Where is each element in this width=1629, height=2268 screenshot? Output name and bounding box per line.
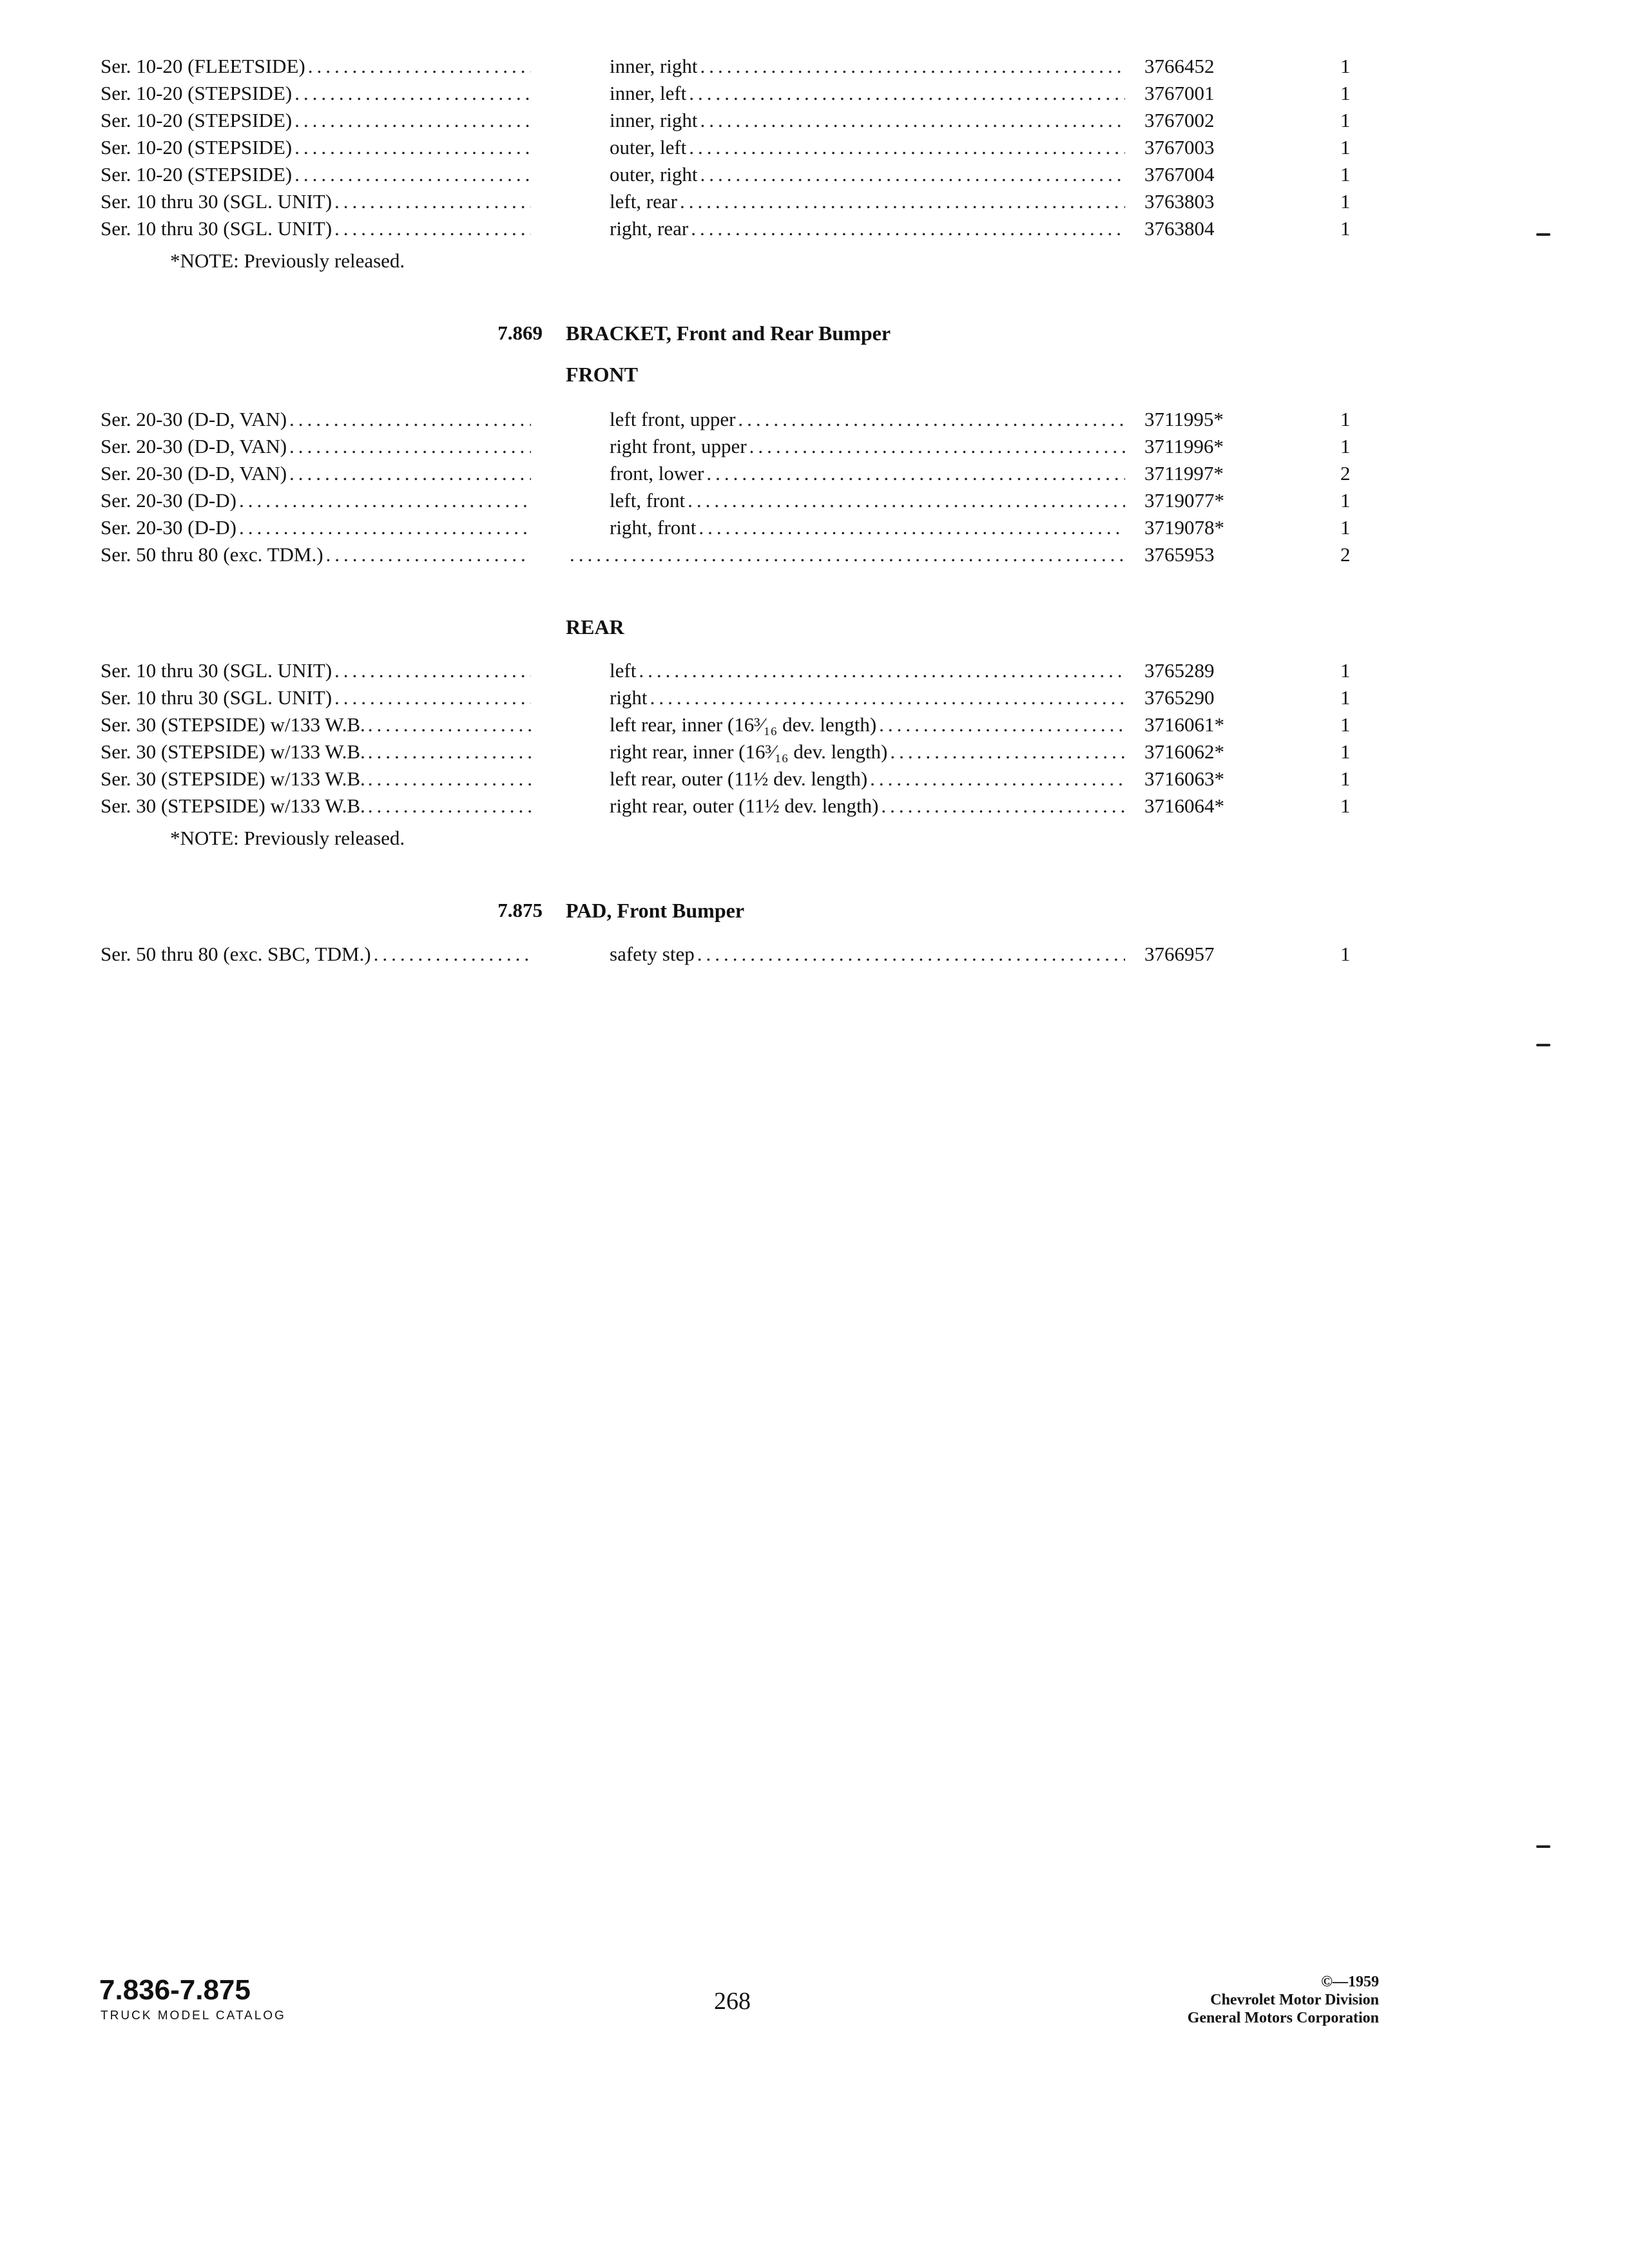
dot-leader: [294, 134, 531, 161]
description-text: right: [610, 686, 648, 709]
parts-row: [0, 134, 1629, 161]
dot-leader: [699, 514, 1125, 541]
quantity: 1: [1340, 190, 1351, 213]
dot-leader: [700, 161, 1125, 188]
description-text: left rear, inner (16³⁄₁₆ dev. length): [610, 713, 877, 736]
corporation: General Motors Corporation: [1187, 2010, 1379, 2026]
quantity: 1: [1340, 713, 1351, 736]
application-text: Ser. 10-20 (STEPSIDE): [101, 163, 293, 186]
part-number: 3763803: [1144, 190, 1215, 213]
quantity: 1: [1340, 163, 1351, 186]
quantity: 1: [1340, 82, 1351, 104]
parts-row: [0, 406, 1629, 433]
part-number: 3767002: [1144, 109, 1215, 131]
part-number: 3767001: [1144, 82, 1215, 104]
description-text: front, lower: [610, 462, 704, 485]
division: Chevrolet Motor Division: [1210, 1992, 1379, 2008]
application-text: Ser. 10-20 (STEPSIDE): [101, 136, 293, 159]
parts-row: [0, 161, 1629, 188]
application-text: Ser. 10 thru 30 (SGL. UNIT): [101, 217, 333, 240]
dot-leader: [639, 657, 1125, 684]
parts-row: [0, 53, 1629, 80]
dot-leader: [368, 793, 531, 820]
application-text: Ser. 30 (STEPSIDE) w/133 W.B.: [101, 767, 365, 790]
application-text: Ser. 30 (STEPSIDE) w/133 W.B.: [101, 713, 365, 736]
parts-row: [0, 460, 1629, 487]
application-text: Ser. 20-30 (D-D): [101, 516, 236, 539]
dot-leader: [239, 487, 531, 514]
dot-leader: [289, 406, 531, 433]
parts-row: [0, 684, 1629, 711]
part-number: 3765290: [1144, 686, 1215, 709]
description-text: left, front: [610, 489, 686, 512]
parts-row: [0, 738, 1629, 765]
part-number: 3711995*: [1144, 408, 1224, 430]
page-range: 7.836-7.875: [99, 1974, 251, 2006]
dot-leader: [700, 107, 1125, 134]
part-number: 3765953: [1144, 543, 1215, 566]
dot-leader: [691, 215, 1125, 242]
dot-leader: [881, 793, 1125, 820]
dot-leader: [289, 433, 531, 460]
application-text: Ser. 50 thru 80 (exc. SBC, TDM.): [101, 943, 371, 965]
quantity: 1: [1340, 408, 1351, 430]
part-number: 3763804: [1144, 217, 1215, 240]
part-number: 3716061*: [1144, 713, 1224, 736]
subsection-heading-front: FRONT: [566, 363, 638, 386]
dot-leader: [294, 107, 531, 134]
dot-leader: [334, 684, 531, 711]
quantity: 1: [1340, 109, 1351, 131]
quantity: 1: [1340, 794, 1351, 817]
dot-leader: [570, 541, 1125, 568]
application-text: Ser. 20-30 (D-D): [101, 489, 236, 512]
description-text: left: [610, 659, 637, 682]
part-number: 3767004: [1144, 163, 1215, 186]
dot-leader: [334, 657, 531, 684]
description-text: right, rear: [610, 217, 689, 240]
application-text: Ser. 10 thru 30 (SGL. UNIT): [101, 190, 333, 213]
margin-mark: [1536, 233, 1550, 236]
dot-leader: [689, 134, 1125, 161]
dot-leader: [749, 433, 1125, 460]
section-title: BRACKET, Front and Rear Bumper: [566, 322, 891, 345]
dot-leader: [890, 738, 1125, 765]
quantity: 1: [1340, 740, 1351, 763]
quantity: 1: [1340, 435, 1351, 457]
application-text: Ser. 30 (STEPSIDE) w/133 W.B.: [101, 740, 365, 763]
dot-leader: [368, 738, 531, 765]
part-number: 3716064*: [1144, 794, 1224, 817]
quantity: 1: [1340, 516, 1351, 539]
description-text: left, rear: [610, 190, 677, 213]
parts-row: [0, 941, 1629, 968]
description-text: inner, right: [610, 109, 698, 131]
part-number: 3711996*: [1144, 435, 1224, 457]
description-text: inner, right: [610, 55, 698, 77]
parts-row: [0, 657, 1629, 684]
dot-leader: [680, 188, 1125, 215]
description-text: inner, left: [610, 82, 687, 104]
part-number: 3719078*: [1144, 516, 1224, 539]
description-text: left front, upper: [610, 408, 736, 430]
quantity: 1: [1340, 659, 1351, 682]
note-previously-released: *NOTE: Previously released.: [170, 249, 405, 272]
description-text: left rear, outer (11½ dev. length): [610, 767, 868, 790]
dot-leader: [650, 684, 1125, 711]
application-text: Ser. 10-20 (STEPSIDE): [101, 82, 293, 104]
quantity: 1: [1340, 686, 1351, 709]
publisher-block: [1070, 1973, 1379, 2027]
quantity: 2: [1340, 462, 1351, 485]
parts-row: [0, 215, 1629, 242]
quantity: 1: [1340, 55, 1351, 77]
parts-row: [0, 80, 1629, 107]
note-previously-released: *NOTE: Previously released.: [170, 827, 405, 849]
quantity: 1: [1340, 943, 1351, 965]
application-text: Ser. 20-30 (D-D, VAN): [101, 462, 287, 485]
dot-leader: [294, 80, 531, 107]
parts-row: [0, 514, 1629, 541]
dot-leader: [738, 406, 1125, 433]
dot-leader: [706, 460, 1125, 487]
margin-mark: [1536, 1044, 1550, 1046]
dot-leader: [334, 215, 531, 242]
dot-leader: [368, 711, 531, 738]
subsection-heading-rear: REAR: [566, 615, 624, 639]
dot-leader: [326, 541, 531, 568]
section-number: 7.869: [497, 322, 543, 344]
description-text: right, front: [610, 516, 697, 539]
catalog-name: TRUCK MODEL CATALOG: [101, 2009, 286, 2023]
margin-mark: [1536, 1845, 1550, 1848]
application-text: Ser. 10 thru 30 (SGL. UNIT): [101, 659, 333, 682]
quantity: 1: [1340, 217, 1351, 240]
application-text: Ser. 30 (STEPSIDE) w/133 W.B.: [101, 794, 365, 817]
section-title: PAD, Front Bumper: [566, 899, 745, 922]
dot-leader: [697, 941, 1125, 968]
description-text: outer, right: [610, 163, 698, 186]
part-number: 3716063*: [1144, 767, 1224, 790]
dot-leader: [294, 161, 531, 188]
parts-row: [0, 188, 1629, 215]
application-text: Ser. 20-30 (D-D, VAN): [101, 408, 287, 430]
page-number: 268: [714, 1988, 751, 2015]
quantity: 1: [1340, 489, 1351, 512]
part-number: 3766957: [1144, 943, 1215, 965]
description-text: right rear, inner (16³⁄₁₆ dev. length): [610, 740, 888, 763]
copyright: ©—1959: [1321, 1974, 1379, 1990]
quantity: 1: [1340, 767, 1351, 790]
parts-row: [0, 711, 1629, 738]
dot-leader: [368, 765, 531, 793]
parts-row: [0, 433, 1629, 460]
parts-row: [0, 487, 1629, 514]
quantity: 1: [1340, 136, 1351, 159]
parts-row: [0, 765, 1629, 793]
description-text: safety step: [610, 943, 695, 965]
part-number: 3767003: [1144, 136, 1215, 159]
parts-row: [0, 541, 1629, 568]
description-text: outer, left: [610, 136, 687, 159]
section-number: 7.875: [497, 899, 543, 921]
application-text: Ser. 20-30 (D-D, VAN): [101, 435, 287, 457]
part-number: 3716062*: [1144, 740, 1224, 763]
part-number: 3766452: [1144, 55, 1215, 77]
dot-leader: [870, 765, 1125, 793]
dot-leader: [689, 80, 1125, 107]
application-text: Ser. 50 thru 80 (exc. TDM.): [101, 543, 323, 566]
dot-leader: [688, 487, 1125, 514]
description-text: right front, upper: [610, 435, 747, 457]
part-number: 3765289: [1144, 659, 1215, 682]
application-text: Ser. 10-20 (FLEETSIDE): [101, 55, 305, 77]
dot-leader: [239, 514, 531, 541]
dot-leader: [334, 188, 531, 215]
part-number: 3719077*: [1144, 489, 1224, 512]
dot-leader: [374, 941, 531, 968]
dot-leader: [879, 711, 1125, 738]
dot-leader: [700, 53, 1125, 80]
quantity: 2: [1340, 543, 1351, 566]
dot-leader: [308, 53, 531, 80]
description-text: right rear, outer (11½ dev. length): [610, 794, 879, 817]
part-number: 3711997*: [1144, 462, 1224, 485]
parts-row: [0, 793, 1629, 820]
application-text: Ser. 10 thru 30 (SGL. UNIT): [101, 686, 333, 709]
parts-row: [0, 107, 1629, 134]
dot-leader: [289, 460, 531, 487]
application-text: Ser. 10-20 (STEPSIDE): [101, 109, 293, 131]
